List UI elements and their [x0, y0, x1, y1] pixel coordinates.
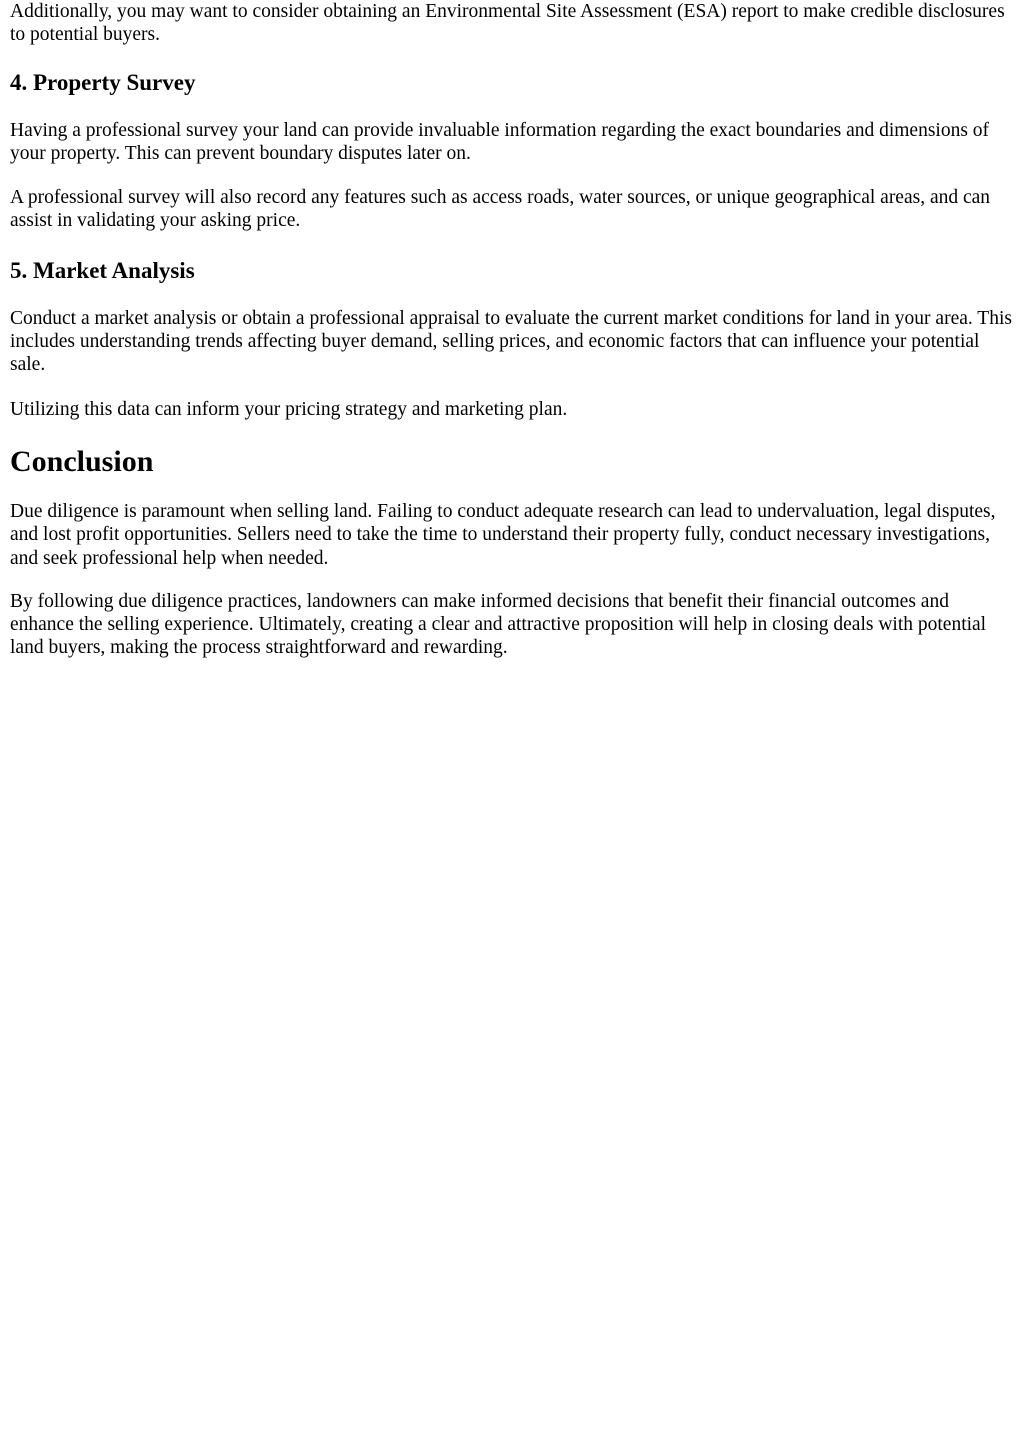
conclusion-heading: Conclusion — [10, 444, 154, 478]
market-analysis-paragraph: Utilizing this data can inform your pricing strategy and marketing plan. — [10, 398, 568, 420]
conclusion-paragraph: By following due diligence practices, landowners can make informed decisions that benefit their financial outcomes and enhance the selling experience. Ultimately, creating a clear and attractive proposition will help in closing deals with potential land buyers, making the process straightforward and rewarding. — [10, 590, 987, 659]
property-survey-section — [10, 69, 1016, 233]
market-analysis-heading: 5. Market Analysis — [10, 257, 195, 283]
property-survey-paragraph: A professional survey will also record any features such as access roads, water sources, or unique geographical areas, and can assist in validating your asking price. — [10, 187, 991, 232]
esa-paragraph: Additionally, you may want to consider obtaining an Environmental Site Assessment (ESA) report to make credible disclosures to potential buyers. — [10, 1, 1005, 46]
market-analysis-section — [10, 257, 1016, 421]
property-survey-heading: 4. Property Survey — [10, 69, 196, 95]
conclusion-section — [10, 444, 1016, 660]
conclusion-paragraph: Due diligence is paramount when selling land. Failing to conduct adequate research can lead to undervaluation, legal disputes, and lost profit opportunities. Sellers need to take the time to understand their property fully, conduct necessary investigations, and seek professional help when needed. — [10, 500, 996, 569]
market-analysis-paragraph: Conduct a market analysis or obtain a professional appraisal to evaluate the current market conditions for land in your area. This includes understanding trends affecting buyer demand, selling prices, and economic factors that can influence your potential sale. — [10, 307, 1012, 376]
property-survey-paragraph: Having a professional survey your land can provide invaluable information regarding the exact boundaries and dimensions of your property. This can prevent boundary disputes later on. — [10, 119, 990, 164]
